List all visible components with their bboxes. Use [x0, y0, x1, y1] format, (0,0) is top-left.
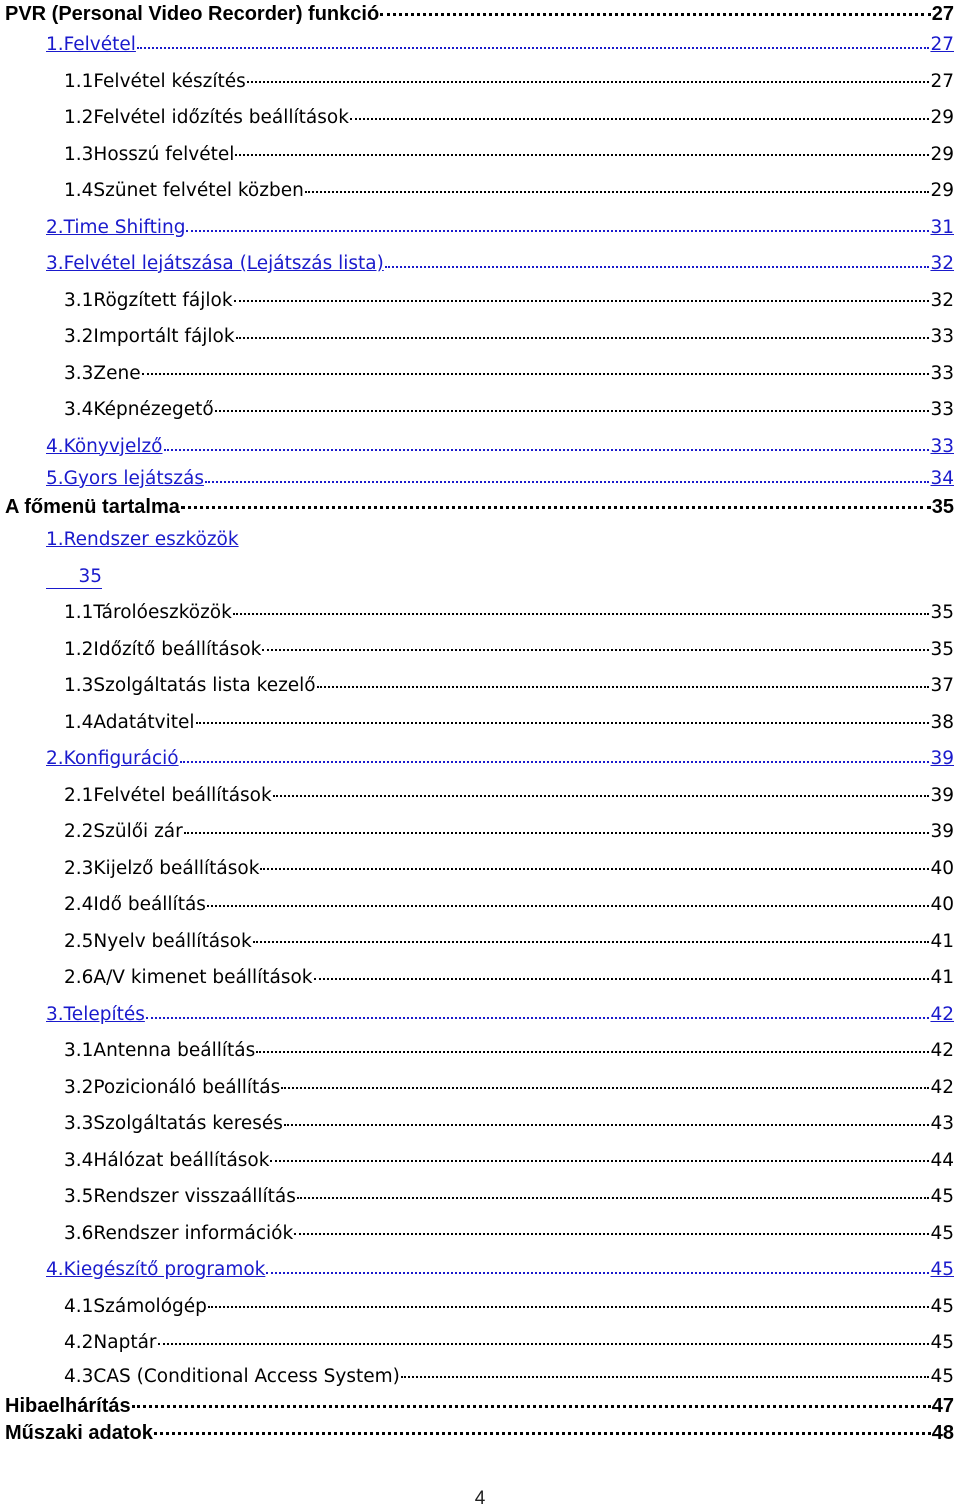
toc-entry-szunet-felvetel[interactable]	[0, 173, 960, 210]
toc-entry-title: 4.2Naptár	[64, 1332, 157, 1353]
toc-entry-title: 3.3Zene	[64, 362, 141, 384]
toc-link-gyors-lejatszas[interactable]	[0, 465, 960, 492]
toc-entry-page: 35	[930, 638, 954, 660]
dot-leader	[281, 1074, 929, 1093]
toc-entry-page: 32	[930, 289, 954, 311]
toc-entry-page: 42	[930, 1040, 954, 1061]
toc-entry-page: 37	[930, 675, 954, 696]
toc-entry-title: Műszaki adatok	[5, 1421, 153, 1444]
toc-entry-pvr[interactable]	[0, 0, 960, 27]
toc-link-page: 31	[930, 216, 954, 238]
page-number: 4	[474, 1488, 486, 1509]
dot-leader	[380, 0, 931, 20]
toc-link-felvetel[interactable]	[0, 27, 960, 64]
toc-entry-page: 45	[930, 1186, 954, 1207]
dot-leader	[236, 324, 930, 343]
toc-entry-antenna-beallitas[interactable]	[0, 1033, 960, 1070]
dot-leader	[305, 178, 930, 197]
toc-entry-fomenu[interactable]	[0, 492, 960, 522]
toc-link-title: 3.Telepítés	[46, 1003, 145, 1025]
toc-link-title: 2.Time Shifting	[46, 216, 186, 238]
toc-entry-page: 39	[930, 821, 954, 842]
toc-entry-page: 29	[930, 143, 954, 165]
toc-entry-page: 35	[931, 496, 954, 518]
toc-entry-title: 2.1Felvétel beállítások	[64, 784, 272, 806]
toc-entry-page: 45	[930, 1332, 954, 1353]
toc-entry-title: 3.4Képnézegető	[64, 399, 214, 420]
toc-entry-page: 41	[930, 930, 954, 952]
toc-link-title: 2.Konfiguráció	[46, 748, 179, 769]
toc-link-telepites[interactable]	[0, 997, 960, 1034]
dot-leader	[205, 466, 929, 485]
toc-entry-title: 1.2Időzítő beállítások	[64, 638, 262, 660]
dot-leader	[284, 1111, 930, 1130]
toc-entry-szuloi-zar[interactable]	[0, 814, 960, 851]
dot-leader	[401, 1363, 930, 1382]
toc-entry-page: 48	[931, 1421, 954, 1444]
toc-link-page: 33	[930, 435, 954, 457]
toc-link-felvetel-lejatszasa[interactable]	[0, 246, 960, 283]
toc-entry-felvetel-keszites[interactable]	[0, 64, 960, 101]
toc-entry-halozat-beallitasok[interactable]	[0, 1143, 960, 1180]
toc-entry-adatatvitel[interactable]	[0, 705, 960, 742]
toc-link-title: 1.Felvétel	[46, 34, 136, 55]
toc-link-title: 3.Felvétel lejátszása (Lejátszás lista)	[46, 253, 384, 274]
toc-entry-page: 44	[930, 1149, 954, 1171]
toc-entry-title: 4.1Számológép	[64, 1295, 207, 1317]
toc-entry-title: 1.3Hosszú felvétel	[64, 143, 235, 165]
toc-entry-page: 39	[930, 784, 954, 806]
toc-entry-title: 2.3Kijelző beállítások	[64, 857, 260, 879]
dot-leader	[260, 855, 929, 874]
toc-link-konfiguracio[interactable]	[0, 741, 960, 778]
toc-entry-kijelzo-beallitasok[interactable]	[0, 851, 960, 888]
toc-entry-hosszu-felvetel[interactable]	[0, 137, 960, 174]
toc-entry-taroloeszkozok[interactable]	[0, 595, 960, 632]
dot-leader	[154, 1419, 931, 1439]
toc-entry-title: 3.6Rendszer információk	[64, 1222, 294, 1244]
toc-entry-page: 27	[931, 3, 954, 25]
toc-entry-page: 45	[930, 1365, 954, 1387]
toc-entry-title: 3.2Pozicionáló beállítás	[64, 1076, 281, 1098]
dot-leader	[247, 68, 930, 87]
toc-entry-title: 3.4Hálózat beállítások	[64, 1149, 270, 1171]
dot-leader	[181, 493, 931, 513]
toc-entry-hibaelharitas[interactable]	[0, 1392, 960, 1419]
toc-entry-title: 3.1Antenna beállítás	[64, 1040, 256, 1061]
toc-entry-title: 1.1Tárolóeszközök	[64, 602, 232, 623]
toc-link-page: 32	[930, 253, 954, 274]
dot-leader	[142, 360, 930, 379]
toc-entry-page: 40	[930, 894, 954, 915]
toc-entry-page: 38	[930, 711, 954, 733]
toc-entry-felvetel-idozites[interactable]	[0, 100, 960, 137]
toc-entry-page: 35	[930, 602, 954, 623]
toc-entry-title: 1.2Felvétel időzítés beállítások	[64, 107, 349, 128]
toc-link-page: 39	[930, 748, 954, 769]
dot-leader	[158, 1330, 930, 1349]
dot-leader	[385, 251, 930, 270]
toc-entry-title: 3.1Rögzített fájlok	[64, 289, 233, 311]
dot-leader	[180, 746, 930, 765]
dot-leader	[294, 1220, 929, 1239]
dot-leader	[256, 1038, 929, 1057]
dot-leader	[262, 636, 929, 655]
toc-entry-szamologep[interactable]	[0, 1289, 960, 1326]
dot-leader	[146, 1001, 930, 1020]
toc-entry-title: 2.4Idő beállítás	[64, 894, 206, 915]
dot-leader	[132, 1392, 931, 1412]
dot-leader	[137, 32, 930, 51]
dot-leader	[235, 141, 929, 160]
toc-entry-title: 4.3CAS (Conditional Access System)	[64, 1365, 400, 1387]
dot-leader	[266, 1257, 929, 1276]
toc-entry-page: 33	[930, 399, 954, 420]
toc-entry-page: 29	[930, 107, 954, 128]
dot-leader	[207, 892, 930, 911]
toc-entry-rendszer-visszaallitas[interactable]	[0, 1179, 960, 1216]
toc-link-time-shifting[interactable]	[0, 210, 960, 247]
toc-link-rendszer-eszkozok[interactable]	[0, 522, 960, 559]
dot-leader	[186, 214, 929, 233]
toc-entry-pozicionalo-beallitas[interactable]	[0, 1070, 960, 1107]
toc-link-title: 5.Gyors lejátszás	[46, 468, 204, 489]
toc-entry-importalt-fajlok[interactable]	[0, 319, 960, 356]
toc-entry-title: 1.3Szolgáltatás lista kezelő	[64, 675, 316, 696]
toc-entry-rendszer-informaciok[interactable]	[0, 1216, 960, 1253]
toc-link-page: 35	[46, 566, 102, 589]
toc-entry-page: 40	[930, 857, 954, 879]
toc-entry-title: 3.5Rendszer visszaállítás	[64, 1186, 296, 1207]
toc-entry-title: 2.6A/V kimenet beállítások	[64, 967, 313, 988]
toc-entry-nyelv-beallitasok[interactable]	[0, 924, 960, 961]
toc-link-kiegeszito-programok[interactable]	[0, 1252, 960, 1289]
dot-leader	[273, 782, 930, 801]
toc-entry-zene[interactable]	[0, 356, 960, 393]
toc-entry-page: 45	[930, 1295, 954, 1317]
toc-entry-felvetel-beallitasok[interactable]	[0, 778, 960, 815]
toc-entry-title: 2.5Nyelv beállítások	[64, 930, 252, 952]
toc-entry-naptar[interactable]	[0, 1325, 960, 1362]
toc-entry-page: 47	[931, 1394, 954, 1417]
toc-link-page: 45	[930, 1259, 954, 1280]
toc-link-page: 42	[930, 1003, 954, 1025]
toc-entry-page: 27	[930, 70, 954, 92]
toc-entry-idozito-beallitasok[interactable]	[0, 632, 960, 669]
toc-entry-page: 41	[930, 967, 954, 988]
toc-entry-kepnezegeto[interactable]	[0, 392, 960, 429]
toc-entry-title: A főmenü tartalma	[5, 496, 180, 518]
dot-leader	[317, 673, 930, 692]
dot-leader	[164, 433, 930, 452]
toc-entry-cas[interactable]	[0, 1362, 960, 1392]
dot-leader	[270, 1147, 929, 1166]
toc-entry-title: 1.4Adatátvitel	[64, 711, 195, 733]
dot-leader	[314, 965, 930, 984]
toc-entry-page: 42	[930, 1076, 954, 1098]
toc-entry-av-kimenet[interactable]	[0, 960, 960, 997]
toc-link-rendszer-eszkozok-page[interactable]	[0, 559, 960, 596]
toc-entry-title: 1.1Felvétel készítés	[64, 70, 246, 92]
toc-entry-page: 43	[930, 1113, 954, 1134]
toc-link-title: 1.Rendszer eszközök	[46, 529, 239, 550]
toc-link-title: 4.Kiegészítő programok	[46, 1259, 266, 1280]
dot-leader	[253, 928, 930, 947]
toc-entry-page: 45	[930, 1222, 954, 1244]
toc-entry-rogzitett-fajlok[interactable]	[0, 283, 960, 320]
dot-leader	[350, 105, 930, 124]
dot-leader	[233, 600, 930, 619]
dot-leader	[215, 397, 930, 416]
dot-leader	[208, 1293, 930, 1312]
dot-leader	[184, 819, 930, 838]
toc-entry-page: 29	[930, 180, 954, 201]
toc-entry-szolgaltatas-lista[interactable]	[0, 668, 960, 705]
toc-entry-page: 33	[930, 326, 954, 347]
toc-link-konyvjelzo[interactable]	[0, 429, 960, 466]
toc-entry-ido-beallitas[interactable]	[0, 887, 960, 924]
dot-leader	[196, 709, 930, 728]
toc-link-page: 27	[930, 34, 954, 55]
toc-entry-szolgaltatas-kereses[interactable]	[0, 1106, 960, 1143]
toc-entry-title: PVR (Personal Video Recorder) funkció	[5, 3, 380, 25]
toc-entry-title: 3.2Importált fájlok	[64, 326, 235, 347]
toc-entry-muszaki-adatok[interactable]	[0, 1419, 960, 1446]
dot-leader	[234, 287, 930, 306]
toc-entry-title: Hibaelhárítás	[5, 1394, 131, 1417]
toc-entry-page: 33	[930, 362, 954, 384]
toc-entry-title: 3.3Szolgáltatás keresés	[64, 1113, 283, 1134]
toc-link-page: 34	[930, 468, 954, 489]
toc-entry-title: 1.4Szünet felvétel közben	[64, 180, 304, 201]
toc-entry-title: 2.2Szülői zár	[64, 821, 183, 842]
toc-link-title: 4.Könyvjelző	[46, 435, 163, 457]
dot-leader	[297, 1184, 930, 1203]
